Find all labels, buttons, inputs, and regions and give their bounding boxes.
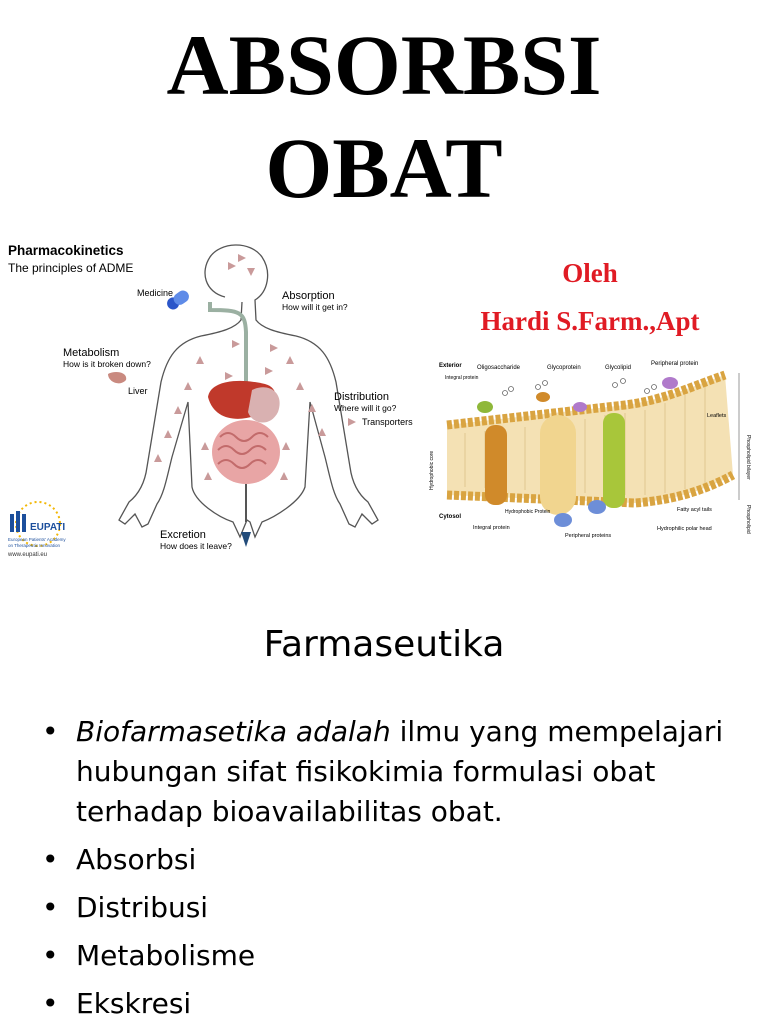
pk-subheading: The principles of ADME [8, 261, 134, 275]
label-exterior: Exterior [439, 363, 462, 369]
label-glycolipid: Glycolipid [605, 365, 632, 371]
label-absorption: Absorption [282, 290, 335, 302]
integral-protein-large-shape [540, 415, 576, 515]
eupati-logo-url: www.eupati.eu [8, 552, 48, 558]
label-integral-protein-bottom: Integral protein [473, 525, 510, 531]
label-absorption-question: How will it get in? [282, 302, 348, 312]
label-hydrophilic-head: Hydrophilic polar head [657, 526, 712, 532]
label-oligosaccharide: Oligosaccharide [477, 365, 521, 371]
title-line-1: ABSORBSI [166, 17, 602, 113]
bullet-text: Ekskresi [76, 987, 192, 1020]
eupati-logo-text: EUPATI [30, 522, 66, 533]
label-metabolism-question: How is it broken down? [63, 359, 151, 369]
label-metabolism: Metabolism [63, 347, 120, 359]
oligosaccharide-chains [503, 379, 657, 396]
bullet-text: Absorbsi [76, 843, 197, 876]
eupati-logo-sub2: on Therapeutic Innovation [8, 543, 60, 548]
label-excretion: Excretion [160, 529, 206, 541]
label-phospholipid: Phospholipid [745, 505, 751, 534]
section-subtitle: Farmaseutika [263, 624, 505, 665]
pharmacokinetics-diagram [0, 232, 420, 577]
top-protein-orange [536, 392, 550, 402]
bullet-item-distribusi [40, 888, 760, 928]
bullet-text: Distribusi [76, 891, 209, 924]
author-label: Oleh [562, 258, 618, 288]
transporter-arrow-icon [348, 418, 356, 426]
integral-protein-shape [485, 425, 507, 505]
bullet-item-ekskresi [40, 984, 760, 1024]
label-distribution: Distribution [334, 391, 390, 403]
bullet-item-absorbsi [40, 840, 760, 880]
title-line-2: OBAT [265, 120, 503, 216]
peripheral-protein-top [662, 377, 678, 389]
glycoprotein-shape [603, 413, 625, 508]
label-peripheral-proteins: Peripheral proteins [565, 533, 612, 539]
label-cytosol: Cytosol [439, 514, 462, 520]
author-name: Hardi S.Farm.,Apt [480, 306, 700, 336]
label-hydrophobic-protein: Hydrophobic Protein [505, 509, 551, 515]
eupati-logo [7, 502, 66, 558]
bullet-text: ilmu yang mempelajari hubungan sifat fisikokimia formulasi obat terhadap bioavailabilitas obat. [76, 715, 724, 828]
label-transporters: Transporters [362, 417, 413, 427]
bullet-item-metabolisme [40, 936, 760, 976]
label-leaflets: Leaflets [707, 413, 727, 419]
top-protein-green [477, 401, 493, 413]
liver-icon [108, 372, 126, 383]
stomach-organ [248, 387, 280, 422]
label-liver: Liver [128, 386, 148, 396]
bullet-list [40, 712, 760, 1032]
excretion-arrow-icon [241, 532, 251, 547]
eupati-logo-sub1: European Patients' Academy [8, 537, 66, 542]
cell-membrane-diagram [425, 355, 750, 545]
label-peripheral-protein-top: Peripheral protein [651, 361, 699, 367]
label-hydrophobic-core: Hydrophobic core [429, 450, 435, 490]
peripheral-protein-bottom-1 [554, 513, 572, 527]
peripheral-protein-bottom-2 [588, 500, 606, 514]
label-medicine: Medicine [137, 288, 174, 298]
bullet-emphasis: Biofarmasetika adalah [76, 715, 391, 748]
label-glycoprotein: Glycoprotein [547, 365, 581, 371]
top-protein-purple [573, 402, 587, 412]
label-fatty-acyl: Fatty acyl tails [677, 507, 712, 513]
label-integral-protein-top: Integral protein [445, 375, 479, 381]
bullet-item-definition [40, 712, 760, 832]
label-distribution-question: Where will it go? [334, 403, 397, 413]
label-phospholipid-bilayer: Phospholipid bilayer [745, 435, 751, 480]
label-excretion-question: How does it leave? [160, 541, 232, 551]
pk-heading: Pharmacokinetics [8, 243, 124, 258]
bullet-text: Metabolisme [76, 939, 256, 972]
